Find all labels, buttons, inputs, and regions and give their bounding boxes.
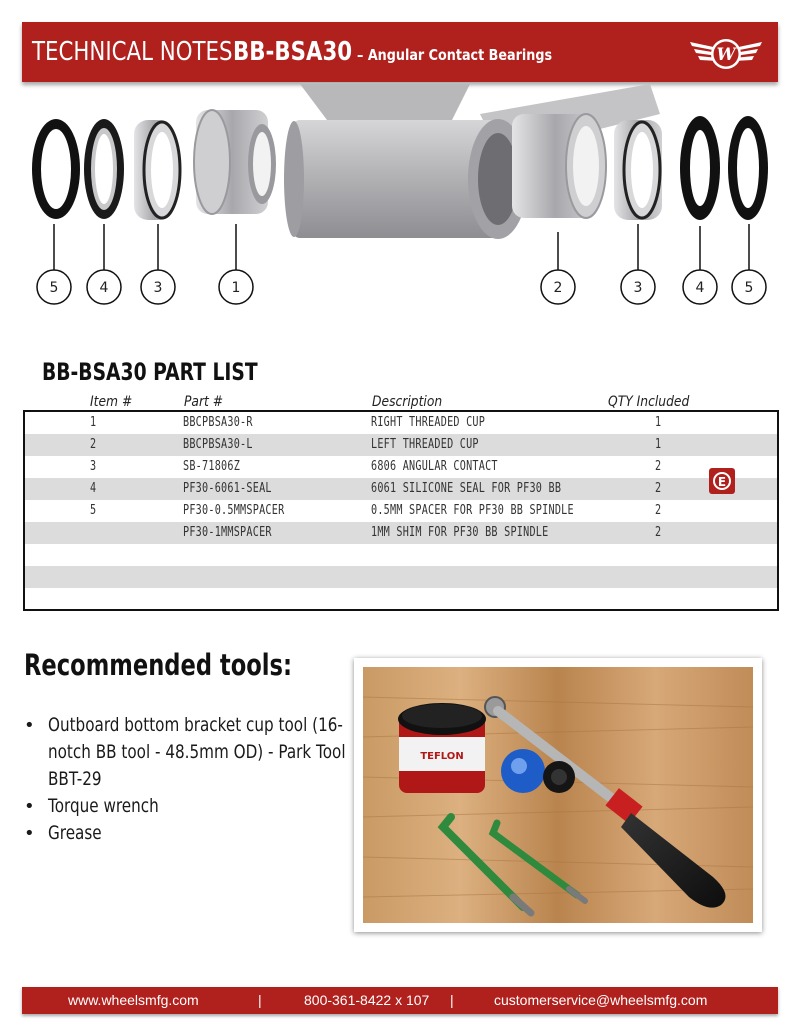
- cell-part: PF30-6061-SEAL: [183, 481, 272, 496]
- part-list-table: [23, 410, 779, 611]
- list-item: [24, 793, 354, 820]
- cell-part: SB-71806Z: [183, 459, 241, 474]
- table-row: [25, 522, 777, 544]
- left-cup-1: [194, 110, 276, 214]
- cell-description: 6061 SILICONE SEAL FOR PF30 BB: [371, 481, 562, 496]
- right-seal-5: [728, 116, 768, 220]
- cell-qty: 2: [655, 525, 662, 540]
- table-row: [25, 456, 777, 478]
- footer-email-link[interactable]: customerservice@wheelsmfg.com: [494, 992, 708, 1008]
- callout-label: 1: [231, 280, 241, 296]
- table-row: [25, 412, 777, 434]
- cell-part: BBCPBSA30-R: [183, 415, 253, 430]
- col-head-qty: QTY Included: [608, 394, 690, 410]
- cell-item: 2: [90, 437, 97, 452]
- cell-item: 1: [90, 415, 97, 430]
- callout-label: 4: [99, 280, 109, 296]
- callout-label: 3: [153, 280, 163, 296]
- callout-label: 4: [695, 280, 705, 296]
- tool-item-text: Outboard bottom bracket cup tool (16-notch BB tool - 48.5mm OD) - Park Tool BBT-29: [48, 714, 346, 790]
- tools-photo-frame: [354, 658, 762, 932]
- badge-letter: E: [717, 475, 727, 489]
- cell-description: 0.5MM SPACER FOR PF30 BB SPINDLE: [371, 503, 574, 518]
- cell-description: 1MM SHIM FOR PF30 BB SPINDLE: [371, 525, 549, 540]
- footer-separator: |: [258, 992, 262, 1008]
- table-row: [25, 478, 777, 500]
- cell-item: 3: [90, 459, 97, 474]
- col-head-item: Item #: [90, 394, 133, 410]
- callout-label: 2: [553, 280, 563, 296]
- cell-part: PF30-1MMSPACER: [183, 525, 272, 540]
- cell-item: 5: [90, 503, 97, 518]
- left-spacer-4: [84, 119, 124, 219]
- cell-qty: 2: [655, 459, 662, 474]
- right-bearing-3: [614, 120, 662, 220]
- exploded-diagram: [0, 84, 800, 314]
- left-seal-5: [32, 119, 80, 219]
- part-list-title: BB-BSA30 PART LIST: [42, 358, 258, 386]
- cell-qty: 2: [655, 481, 662, 496]
- list-item: [24, 820, 354, 847]
- right-spacer-4: [680, 116, 720, 220]
- tool-item-text: Torque wrench: [48, 795, 159, 817]
- tools-title: Recommended tools:: [24, 648, 293, 682]
- callout-label: 5: [49, 280, 59, 296]
- cell-part: PF30-0.5MMSPACER: [183, 503, 285, 518]
- table-row-empty: [25, 566, 777, 588]
- cell-qty: 1: [655, 437, 662, 452]
- grease-tub: [398, 703, 486, 793]
- col-head-part: Part #: [184, 394, 224, 410]
- col-head-description: Description: [372, 394, 443, 410]
- cell-qty: 1: [655, 415, 662, 430]
- wheels-logo-icon: [688, 30, 764, 74]
- cell-item: 4: [90, 481, 97, 496]
- logo-letter: W: [716, 45, 736, 65]
- table-row: [25, 434, 777, 456]
- table-row-empty: [25, 588, 777, 611]
- footer-website-link[interactable]: www.wheelsmfg.com: [68, 992, 199, 1008]
- footer-separator: |: [450, 992, 454, 1008]
- header-subtitle: – Angular Contact Bearings: [356, 46, 552, 64]
- cell-qty: 2: [655, 503, 662, 518]
- cell-description: RIGHT THREADED CUP: [371, 415, 486, 430]
- right-cup-2: [512, 114, 606, 218]
- callout-label: 5: [744, 280, 754, 296]
- footer-phone[interactable]: 800-361-8422 x 107: [304, 992, 430, 1008]
- tub-label: TEFLON: [420, 751, 464, 762]
- cell-description: 6806 ANGULAR CONTACT: [371, 459, 498, 474]
- e-brand-badge-icon: [709, 468, 735, 494]
- callout-label: 3: [633, 280, 643, 296]
- callout-circles: [37, 270, 766, 304]
- table-row-empty: [25, 544, 777, 566]
- left-bearing-3: [134, 120, 180, 220]
- cell-part: BBCPBSA30-L: [183, 437, 253, 452]
- tools-photo: [363, 667, 753, 923]
- cell-description: LEFT THREADED CUP: [371, 437, 479, 452]
- table-row: [25, 500, 777, 522]
- header-model: BB-BSA30: [233, 37, 353, 67]
- tools-list: [24, 712, 354, 847]
- list-item: [24, 712, 354, 793]
- header-prefix: TECHNICAL NOTES:: [32, 37, 240, 67]
- header-bar: [22, 22, 778, 82]
- footer-bar: [22, 987, 778, 1014]
- tool-item-text: Grease: [48, 822, 102, 844]
